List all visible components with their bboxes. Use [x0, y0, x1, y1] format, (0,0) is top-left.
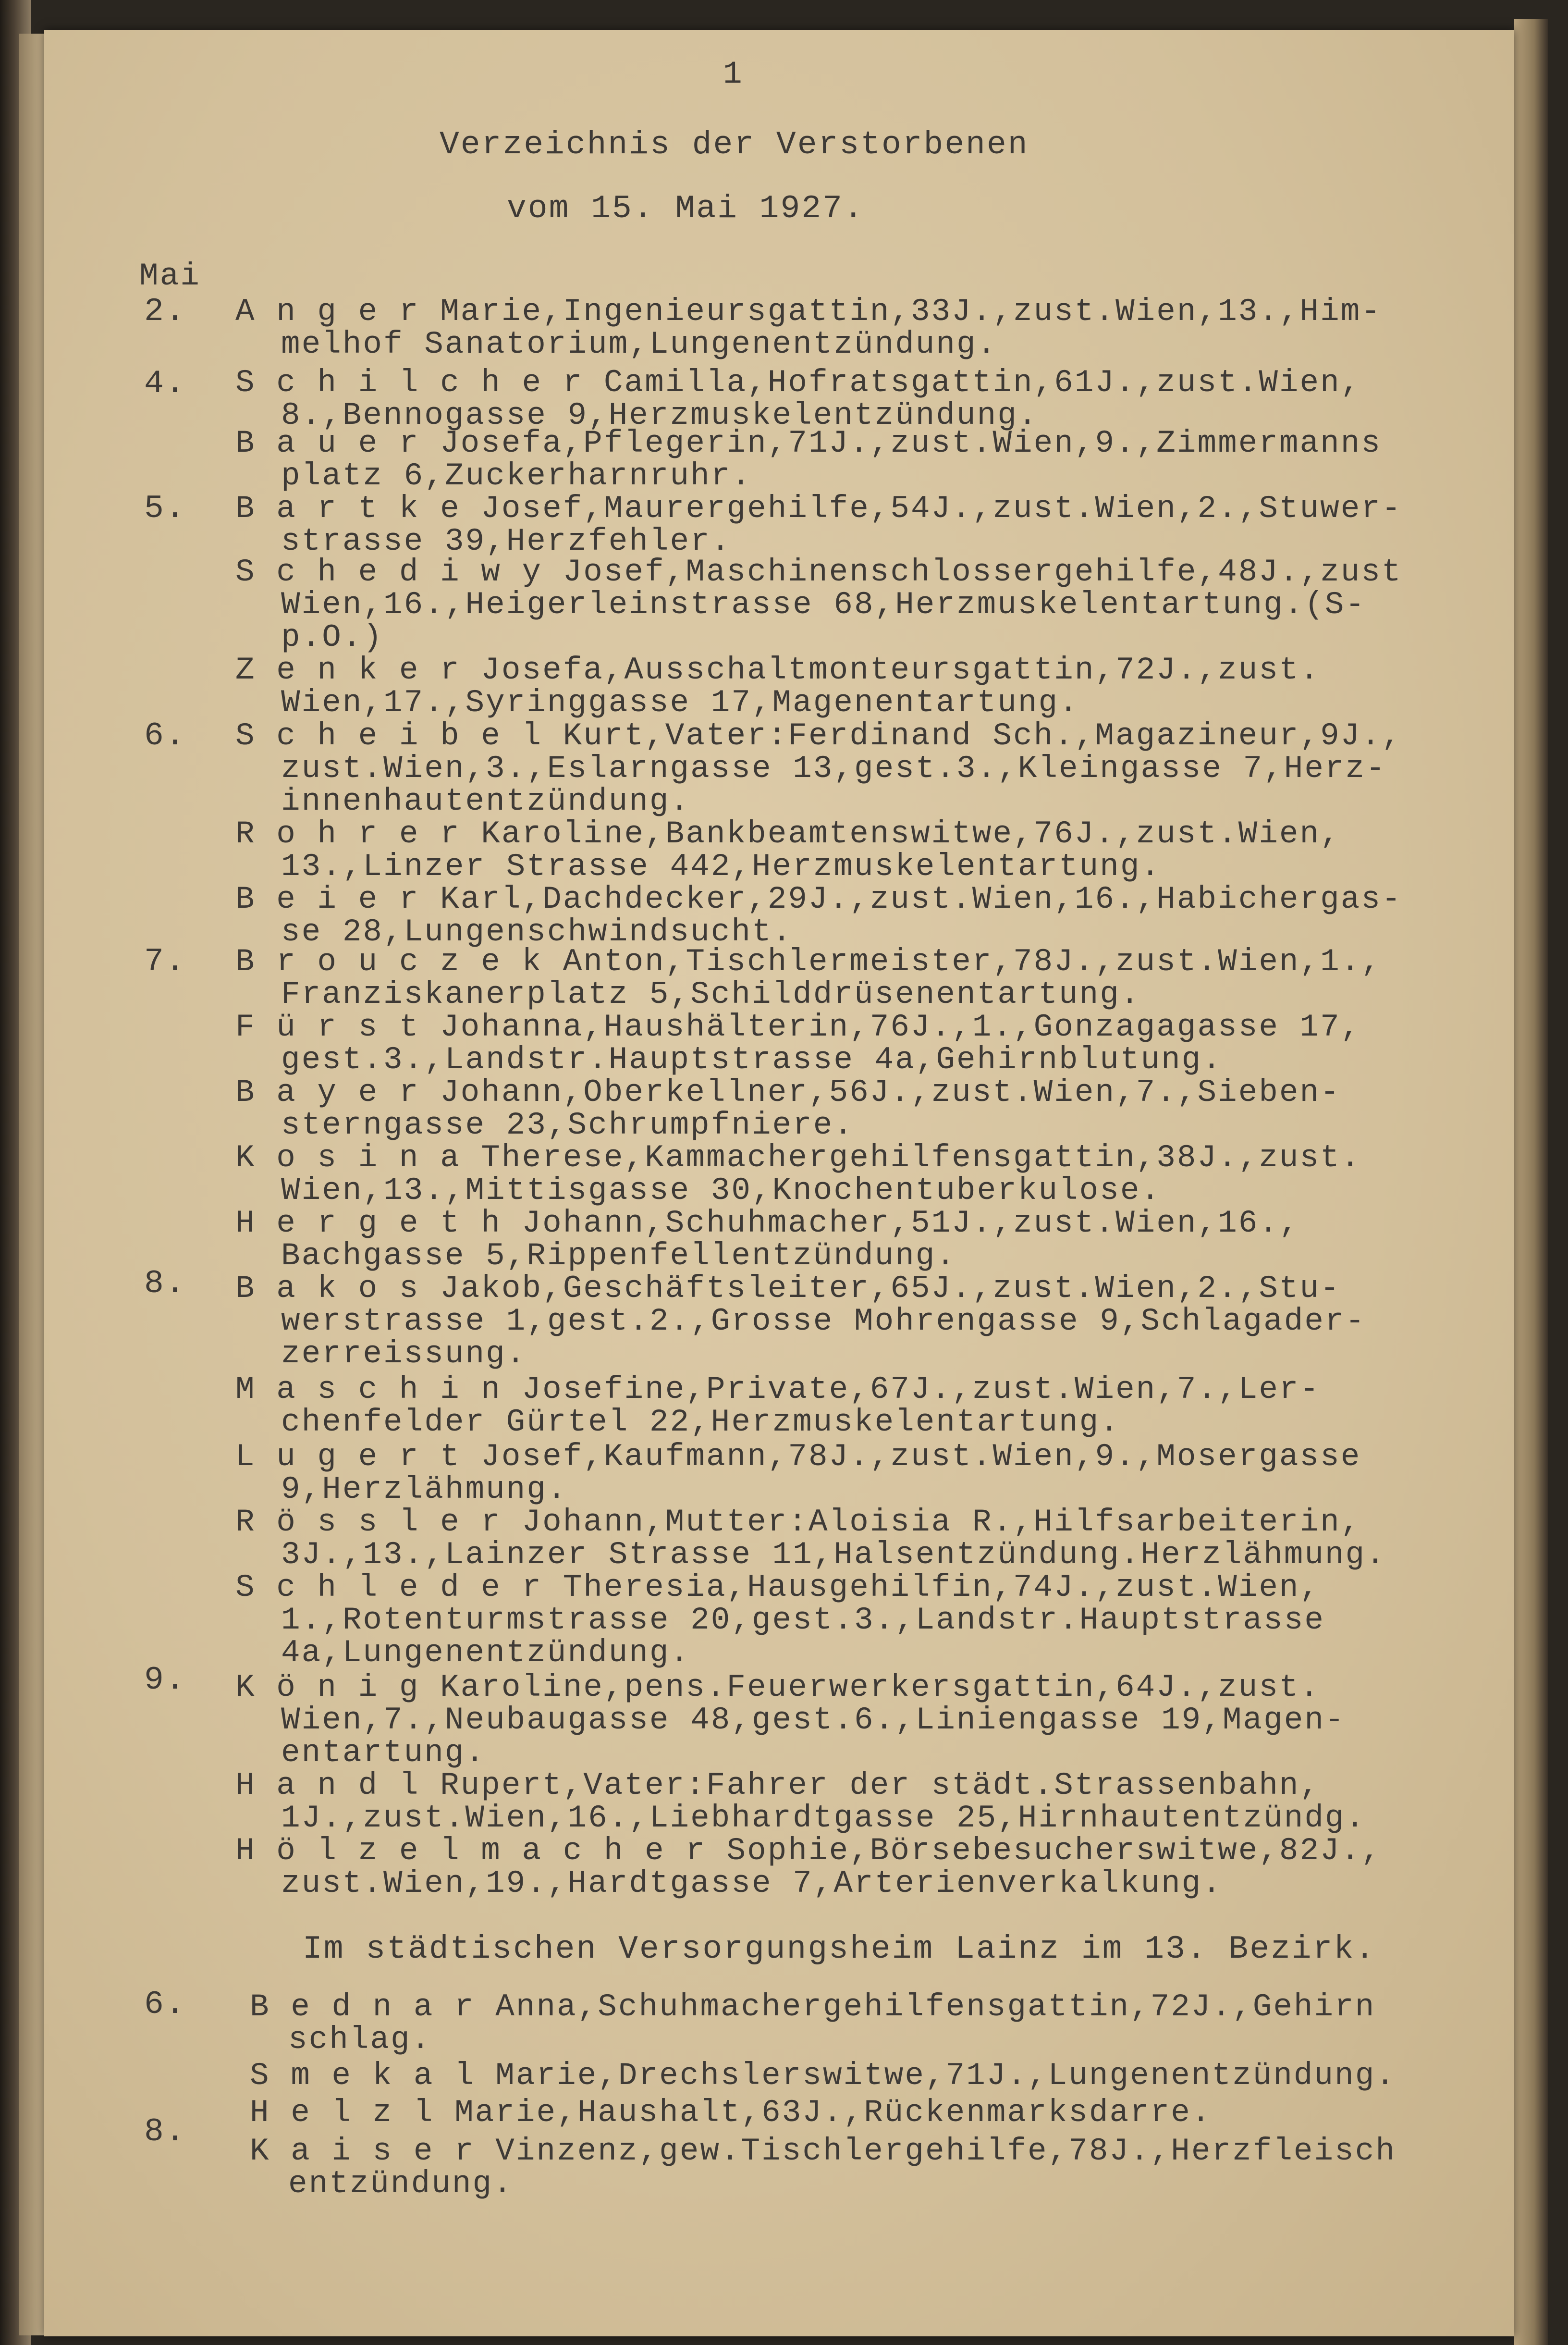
- entry-line: zust.Wien,3.,Eslarngasse 13,gest.3.,Kleingasse 7,Herz-: [281, 751, 1386, 787]
- section-heading: Im städtischen Versorgungsheim Lainz im 13. Bezirk.: [303, 1931, 1376, 1968]
- entry-line: S c h i l c h e r Camilla,Hofratsgattin,61J.,zust.Wien,: [235, 365, 1361, 401]
- entry-line: B a r t k e Josef,Maurergehilfe,54J.,zust.Wien,2.,Stuwer-: [235, 491, 1402, 527]
- entry-line: Wien,17.,Syringgasse 17,Magenentartung.: [281, 685, 1079, 721]
- month-label: Mai: [139, 258, 201, 294]
- page-number: 1: [723, 56, 744, 92]
- entry-line: entzündung.: [288, 2166, 514, 2202]
- entry-line: K a i s e r Vinzenz,gew.Tischlergehilfe,78J.,Herzfleisch: [250, 2133, 1396, 2169]
- entry-line: zust.Wien,19.,Hardtgasse 7,Arterienverkalkung.: [281, 1865, 1223, 1901]
- entry-line: B a k o s Jakob,Geschäftsleiter,65J.,zust.Wien,2.,Stu-: [235, 1271, 1341, 1307]
- previous-page-edge: [19, 34, 48, 2335]
- entry-line: 4a,Lungenentzündung.: [281, 1635, 691, 1671]
- entry-line: H e r g e t h Johann,Schuhmacher,51J.,zust.Wien,16.,: [235, 1205, 1300, 1241]
- page-stack-edge: [1514, 19, 1548, 2345]
- entry-line: B e d n a r Anna,Schuhmachergehilfensgattin,72J.,Gehirn: [250, 1989, 1376, 2025]
- entry-line: S c h e d i w y Josef,Maschinenschlossergehilfe,48J.,zust: [235, 554, 1402, 590]
- page-title: Verzeichnis der Verstorbenen: [440, 126, 1029, 163]
- entry-line: M a s c h i n Josefine,Private,67J.,zust.Wien,7.,Ler-: [235, 1371, 1321, 1407]
- date-label: 6.: [144, 1986, 186, 2023]
- entry-line: p.O.): [281, 619, 384, 655]
- date-label: 2.: [144, 293, 186, 330]
- date-label: 9.: [144, 1662, 186, 1699]
- entry-line: K o s i n a Therese,Kammachergehilfensgattin,38J.,zust.: [235, 1140, 1361, 1176]
- entry-line: A n g e r Marie,Ingenieursgattin,33J.,zust.Wien,13.,Him-: [235, 294, 1382, 330]
- entry-line: H ö l z e l m a c h e r Sophie,Börsebesucherswitwe,82J.,: [235, 1833, 1382, 1869]
- entry-line: Wien,16.,Heigerleinstrasse 68,Herzmuskelentartung.(S-: [281, 587, 1366, 623]
- entry-line: 1J.,zust.Wien,16.,Liebhardtgasse 25,Hirnhautentzündg.: [281, 1800, 1366, 1836]
- entry-line: werstrasse 1,gest.2.,Grosse Mohrengasse 9,Schlagader-: [281, 1303, 1366, 1339]
- entry-line: B r o u c z e k Anton,Tischlermeister,78J.,zust.Wien,1.,: [235, 944, 1382, 980]
- entry-line: gest.3.,Landstr.Hauptstrasse 4a,Gehirnblutung.: [281, 1042, 1223, 1078]
- entry-line: zerreissung.: [281, 1336, 527, 1372]
- entry-line: R ö s s l e r Johann,Mutter:Aloisia R.,Hilfsarbeiterin,: [235, 1504, 1361, 1540]
- date-label: 8.: [144, 2113, 186, 2150]
- entry-line: S c h l e d e r Theresia,Hausgehilfin,74J.,zust.Wien,: [235, 1569, 1321, 1605]
- entry-line: Franziskanerplatz 5,Schilddrüsenentartung.: [281, 976, 1141, 1012]
- entry-line: H a n d l Rupert,Vater:Fahrer der städt.Strassenbahn,: [235, 1767, 1321, 1803]
- date-label: 6.: [144, 717, 186, 754]
- entry-line: 13.,Linzer Strasse 442,Herzmuskelentartung.: [281, 849, 1162, 885]
- entry-line: Wien,13.,Mittisgasse 30,Knochentuberkulose.: [281, 1172, 1162, 1209]
- entry-line: Bachgasse 5,Rippenfellentzündung.: [281, 1238, 957, 1274]
- entry-line: platz 6,Zuckerharnruhr.: [281, 458, 752, 494]
- entry-line: 9,Herzlähmung.: [281, 1471, 568, 1507]
- entry-line: strasse 39,Herzfehler.: [281, 523, 732, 559]
- entry-line: entartung.: [281, 1735, 486, 1771]
- entry-line: S c h e i b e l Kurt,Vater:Ferdinand Sch.,Magazineur,9J.,: [235, 718, 1402, 754]
- entry-line: H e l z l Marie,Haushalt,63J.,Rückenmarksdarre.: [250, 2095, 1212, 2131]
- entry-line: R o h r e r Karoline,Bankbeamtenswitwe,76J.,zust.Wien,: [235, 816, 1341, 852]
- entry-line: B e i e r Karl,Dachdecker,29J.,zust.Wien,16.,Habichergas-: [235, 881, 1402, 917]
- date-label: 8.: [144, 1265, 186, 1302]
- entry-line: melhof Sanatorium,Lungenentzündung.: [281, 326, 998, 362]
- page-subtitle: vom 15. Mai 1927.: [507, 190, 865, 227]
- date-label: 4.: [144, 365, 186, 402]
- entry-line: B a y e r Johann,Oberkellner,56J.,zust.Wien,7.,Sieben-: [235, 1074, 1341, 1111]
- entry-line: Wien,7.,Neubaugasse 48,gest.6.,Liniengasse 19,Magen-: [281, 1702, 1346, 1738]
- entry-line: 1.,Rotenturmstrasse 20,gest.3.,Landstr.Hauptstrasse: [281, 1602, 1325, 1638]
- entry-line: S m e k a l Marie,Drechslerswitwe,71J.,Lungenentzündung.: [250, 2058, 1396, 2094]
- entry-line: chenfelder Gürtel 22,Herzmuskelentartung.: [281, 1404, 1120, 1440]
- entry-line: sterngasse 23,Schrumpfniere.: [281, 1107, 854, 1143]
- entry-line: se 28,Lungenschwindsucht.: [281, 914, 793, 950]
- entry-line: schlag.: [288, 2022, 432, 2058]
- entry-line: innenhautentzündung.: [281, 783, 691, 819]
- date-label: 7.: [144, 943, 186, 980]
- date-label: 5.: [144, 490, 186, 527]
- entry-line: 8.,Bennogasse 9,Herzmuskelentzündung.: [281, 397, 1039, 433]
- entry-line: F ü r s t Johanna,Haushälterin,76J.,1.,Gonzagagasse 17,: [235, 1009, 1361, 1045]
- entry-line: K ö n i g Karoline,pens.Feuerwerkersgattin,64J.,zust.: [235, 1669, 1321, 1705]
- entry-line: B a u e r Josefa,Pflegerin,71J.,zust.Wien,9.,Zimmermanns: [235, 425, 1382, 461]
- entry-line: L u g e r t Josef,Kaufmann,78J.,zust.Wien,9.,Mosergasse: [235, 1439, 1361, 1475]
- entry-line: Z e n k e r Josefa,Ausschaltmonteursgattin,72J.,zust.: [235, 652, 1321, 688]
- entry-line: 3J.,13.,Lainzer Strasse 11,Halsentzündung.Herzlähmung.: [281, 1537, 1386, 1573]
